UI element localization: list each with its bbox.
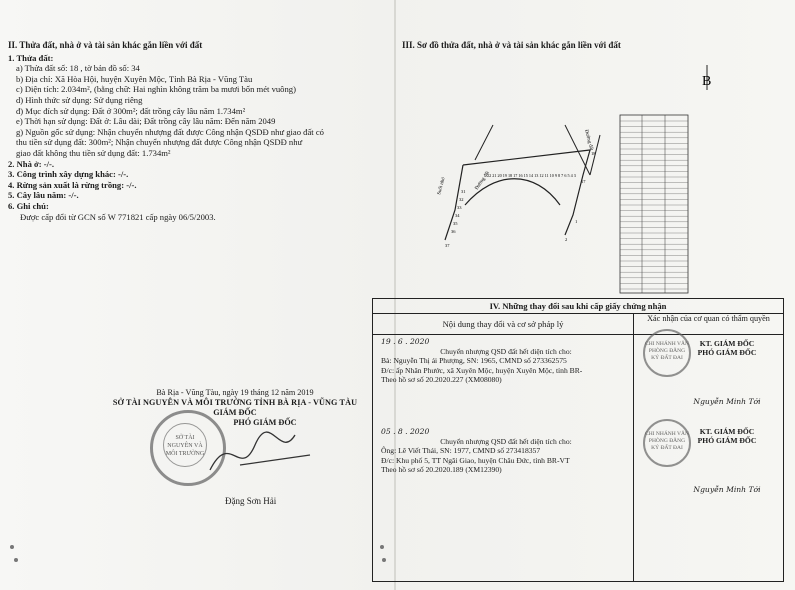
entry-2-head: Chuyển nhượng QSD đất hết diện tích cho:: [440, 436, 572, 446]
section-ii-title: II. Thửa đất, nhà ở và tài sản khác gắn liền với đất: [8, 40, 203, 50]
parcel-diagram: [415, 55, 795, 315]
issuing-org: SỞ TÀI NGUYÊN VÀ MÔI TRƯỜNG TỈNH BÀ RỊA - VŨNG TÀU: [112, 398, 358, 407]
road-left-label: Đường đất: [474, 170, 491, 192]
point-label: 32: [459, 197, 464, 202]
punch-hole-icon: [14, 558, 18, 562]
note-text: Được cấp đổi từ GCN số W 771821 cấp ngày 06/5/2003.: [20, 211, 216, 222]
section-iii-title: III. Sơ đồ thửa đất, nhà ở và tài sản khác gắn liền với đất: [402, 40, 621, 50]
asset-line-2: 3. Công trình xây dựng khác: -/-.: [8, 169, 129, 180]
asset-line-4: 5. Cây lâu năm: -/-.: [8, 190, 79, 201]
entry-2-line-3: Theo hồ sơ số 20.2020.189 (XM12390): [381, 465, 502, 475]
origin-line-1: g) Nguồn gốc sử dụng: Nhận chuyển nhượng đất được Công nhận QSDĐ như giao đất có: [16, 126, 324, 137]
section-iv-title: IV. Những thay đổi sau khi cấp giấy chứng nhận: [373, 299, 783, 314]
point-label: 34: [455, 213, 460, 218]
handwritten-signature-icon: [200, 420, 320, 490]
entry-2-role: KT. GIÁM ĐỐC: [699, 427, 755, 436]
asset-line-3: 4. Rừng sản xuất là rừng trồng: -/-.: [8, 179, 137, 190]
other-assets: [8, 159, 383, 212]
entry-1-head: Chuyển nhượng QSD đất hết diện tích cho:: [440, 346, 572, 356]
stamp-1-icon: CHI NHÁNH VĂN PHÒNG ĐĂNG KÝ ĐẤT ĐAI: [643, 329, 691, 377]
origin-line-2: thu tiền sử dụng đất: 300m²; Nhận chuyển nhượng đất được Công nhận QSDĐ như: [16, 137, 303, 148]
stamp-2-icon: CHI NHÁNH VĂN PHÒNG ĐĂNG KÝ ĐẤT ĐAI: [643, 419, 691, 467]
signer-role-2: PHÓ GIÁM ĐỐC: [233, 418, 297, 427]
punch-hole-icon: [382, 558, 386, 562]
asset-line-1: 2. Nhà ở: -/-.: [8, 158, 55, 169]
land-info-section: [8, 40, 383, 222]
entry-2-date: 05 . 8 . 2020: [381, 427, 430, 436]
point-label: 18: [591, 151, 596, 156]
detail-line-2: b) Địa chỉ: Xã Hòa Hội, huyện Xuyên Mộc, Tỉnh Bà Rịa - Vũng Tàu: [16, 73, 253, 84]
point-label: 2: [565, 237, 568, 242]
column-divider: [633, 334, 634, 581]
entry-1-line-2: Đ/c: ấp Nhân Phước, xã Xuyên Mộc, huyện Xuyên Mộc, tỉnh BR-: [381, 365, 583, 375]
col-content-header: Nội dung thay đổi và cơ sở pháp lý: [373, 314, 634, 335]
entry-1-signer: Nguyễn Minh Tới: [693, 397, 761, 406]
point-label: 35: [453, 221, 458, 226]
coordinate-table: [620, 115, 688, 293]
detail-line-3: c) Diện tích: 2.034m², (bằng chữ: Hai nghìn không trăm ba mươi bốn mét vuông): [16, 84, 296, 95]
entry-2-line-1: Ông: Lê Viết Thái, SN: 1977, CMND số 273418357: [381, 446, 541, 456]
point-label: 33: [457, 205, 462, 210]
entry-1-role: KT. GIÁM ĐỐC: [699, 339, 755, 348]
entry-1-role-2: PHÓ GIÁM ĐỐC: [697, 348, 757, 357]
change-entry-1: [381, 337, 631, 385]
detail-line-1: a) Thửa đất số: 18 , tờ bản đồ số: 34: [16, 63, 140, 74]
parcel-details: [8, 63, 383, 127]
arc-point-labels: 22 21 20 19 18 17 16 15 14 13 12 11 10 9 8 7 6 5 4 3: [487, 173, 576, 178]
col-confirm-header: Xác nhận của cơ quan có thẩm quyền: [634, 314, 783, 335]
entry-1-date: 19 . 6 . 2020: [381, 337, 430, 346]
north-arrow-icon: [702, 65, 711, 90]
left-signer-name: Đặng Sơn Hải: [225, 496, 277, 506]
parcel-subtitle: 1. Thửa đất:: [8, 52, 54, 63]
entry-2-role-2: PHÓ GIÁM ĐỐC: [697, 436, 757, 445]
detail-line-5: đ) Mục đích sử dụng: Đất ở 300m²; đất trồng cây lâu năm 1.734m²: [16, 105, 246, 116]
point-label: 1: [575, 219, 578, 224]
point-label: 37: [445, 243, 450, 248]
point-labels: [445, 151, 596, 248]
detail-line-4: d) Hình thức sử dụng: Sử dụng riêng: [16, 94, 143, 105]
detail-line-6: e) Thời hạn sử dụng: Đất ở: Lâu dài; Đất trồng cây lâu năm: Đến năm 2049: [16, 116, 276, 127]
origin-line-3: giao đất không thu tiền sử dụng đất: 1.734m²: [16, 147, 171, 158]
entry-2-signer: Nguyễn Minh Tới: [693, 485, 761, 494]
north-label: B: [702, 74, 712, 89]
asset-line-5: 6. Ghi chú:: [8, 200, 49, 211]
entry-1-line-1: Bà: Nguyễn Thị ái Phượng, SN: 1965, CMND số 273362575: [381, 356, 567, 366]
change-entry-2: [381, 427, 631, 475]
road-right-label: Đường đất: [583, 129, 594, 152]
stamp-text: SỞ TÀI NGUYÊN VÀ MÔI TRƯỜNG: [163, 423, 207, 467]
punch-hole-icon: [380, 545, 384, 549]
signer-role-1: GIÁM ĐỐC: [213, 408, 257, 417]
point-label: 17: [581, 179, 586, 184]
parcel-origin: [8, 127, 383, 159]
plan-section: [402, 40, 787, 50]
changes-section: [372, 298, 784, 582]
parcel-label: Suối nhỏ: [437, 176, 447, 196]
punch-hole-icon: [10, 545, 14, 549]
entry-2-line-2: Đ/c: Khu phố 5, TT Ngãi Giao, huyện Châu Đức, tỉnh BR-VT: [381, 455, 570, 465]
place-date: Bà Rịa - Vũng Tàu, ngày 19 tháng 12 năm 2019: [156, 388, 314, 397]
point-label: 36: [451, 229, 456, 234]
point-label: 31: [461, 189, 466, 194]
entry-1-line-3: Theo hồ sơ số 20.2020.227 (XM08080): [381, 375, 502, 385]
